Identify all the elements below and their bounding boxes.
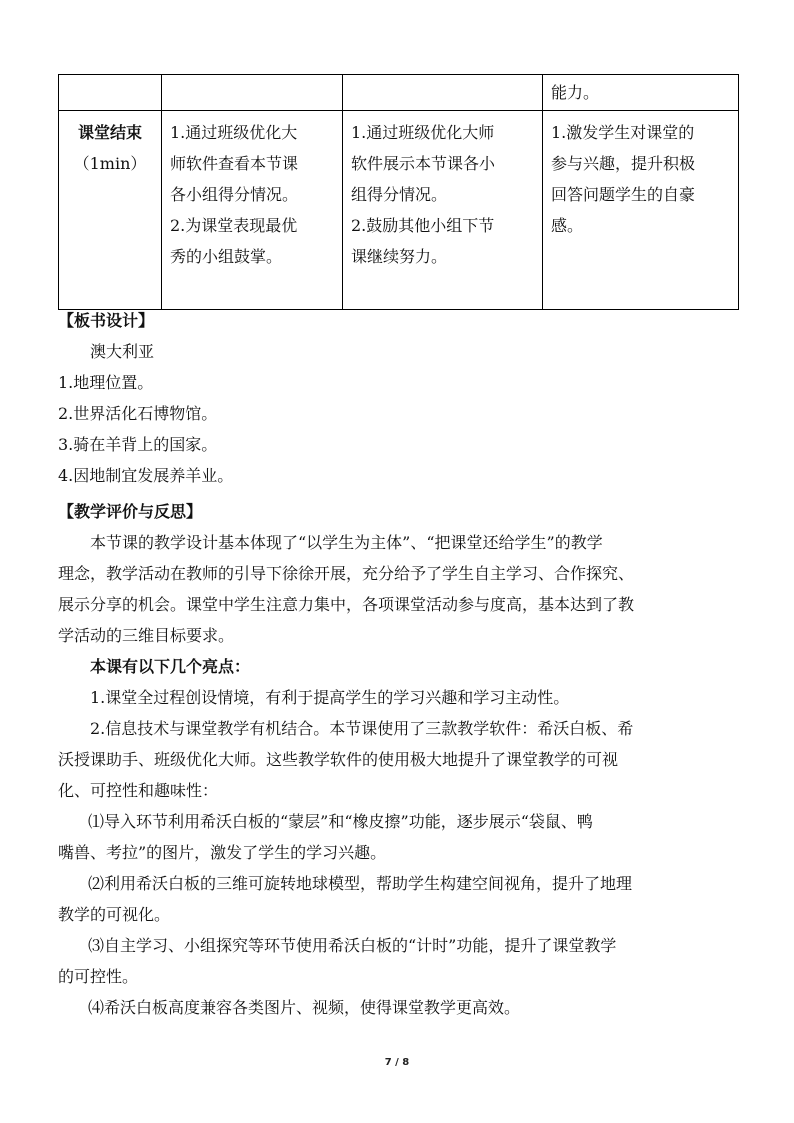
paragraph-line: 展示分享的机会。课堂中学生注意力集中，各项课堂活动参与度高，基本达到了教 — [58, 595, 635, 614]
cell-text: 2.鼓励其他小组下节 — [351, 216, 495, 235]
paragraph-line: 沃授课助手、班级优化大师。这些教学软件的使用极大地提升了课堂教学的可视 — [58, 750, 619, 769]
cell-text: 课继续努力。 — [351, 247, 448, 266]
highlights-heading: 本课有以下几个亮点： — [90, 657, 251, 676]
paragraph-line: 教学的可视化。 — [58, 905, 171, 924]
paragraph-line: 嘴兽、考拉”的图片，激发了学生的学习兴趣。 — [58, 843, 387, 862]
list-item: 2.世界活化石博物馆。 — [58, 404, 218, 423]
cell-text: 回答问题学生的自豪 — [551, 185, 696, 204]
paragraph-line: 化、可控性和趣味性： — [58, 781, 219, 800]
paragraph-line: 学活动的三维目标要求。 — [58, 626, 235, 645]
lesson-table — [58, 74, 739, 310]
cell-text: 1.激发学生对课堂的 — [551, 123, 695, 142]
paragraph-line: 理念，教学活动在教师的引导下徐徐开展，充分给予了学生自主学习、合作探究、 — [58, 564, 635, 583]
paragraph-line: ⑵利用希沃白板的三维可旋转地球模型，帮助学生构建空间视角，提升了地理 — [88, 874, 633, 893]
stage-label-cell — [59, 111, 162, 310]
paragraph-line: 1.课堂全过程创设情境，有利于提高学生的学习兴趣和学习主动性。 — [90, 688, 570, 707]
stage-label: 课堂结束 — [77, 123, 142, 142]
list-item: 1.地理位置。 — [58, 373, 154, 392]
paragraph-line: 的可控性。 — [58, 967, 139, 986]
stage-time: （1min） — [73, 154, 147, 173]
paragraph-line: ⑶自主学习、小组探究等环节使用希沃白板的“计时”功能，提升了课堂教学 — [88, 936, 617, 955]
cell-text: 能力。 — [551, 83, 600, 102]
paragraph-line: ⑴导入环节利用希沃白板的“蒙层”和“橡皮擦”功能，逐步展示“袋鼠、鸭 — [88, 812, 593, 831]
cell-text: 感。 — [551, 216, 584, 235]
paragraph-line: ⑷希沃白板高度兼容各类图片、视频，使得课堂教学更高效。 — [88, 998, 521, 1017]
paragraph-line: 本节课的教学设计基本体现了“以学生为主体”、“把课堂还给学生”的教学 — [90, 533, 603, 552]
paragraph-line: 2.信息技术与课堂教学有机结合。本节课使用了三款教学软件：希沃白板、希 — [90, 719, 634, 738]
cell-text: 2.为课堂表现最优 — [170, 216, 298, 235]
section-heading: 【教学评价与反思】 — [58, 502, 203, 521]
cell-text: 组得分情况。 — [351, 185, 448, 204]
cell-text: 秀的小组鼓掌。 — [170, 247, 283, 266]
page-number: 7 / 8 — [384, 1057, 410, 1068]
table-cell — [59, 75, 162, 111]
board-design-section — [58, 305, 738, 491]
reflection-section — [58, 496, 738, 1023]
table-row — [59, 75, 739, 111]
cell-text: 参与兴趣，提升积极 — [551, 154, 696, 173]
list-item: 4.因地制宜发展养羊业。 — [58, 466, 234, 485]
design-intent-cell — [543, 111, 739, 310]
section-heading: 【板书设计】 — [58, 311, 155, 330]
teacher-activity-cell — [162, 111, 343, 310]
table-row — [59, 111, 739, 310]
cell-text: 各小组得分情况。 — [170, 185, 299, 204]
table-cell — [543, 75, 739, 111]
list-item: 3.骑在羊背上的国家。 — [58, 435, 218, 454]
cell-text: 1.通过班级优化大 — [170, 123, 298, 142]
cell-text: 师软件查看本节课 — [170, 154, 299, 173]
student-activity-cell — [343, 111, 543, 310]
table-cell — [343, 75, 543, 111]
board-title: 澳大利亚 — [90, 342, 155, 361]
cell-text: 软件展示本节课各小 — [351, 154, 496, 173]
table-cell — [162, 75, 343, 111]
cell-text: 1.通过班级优化大师 — [351, 123, 495, 142]
